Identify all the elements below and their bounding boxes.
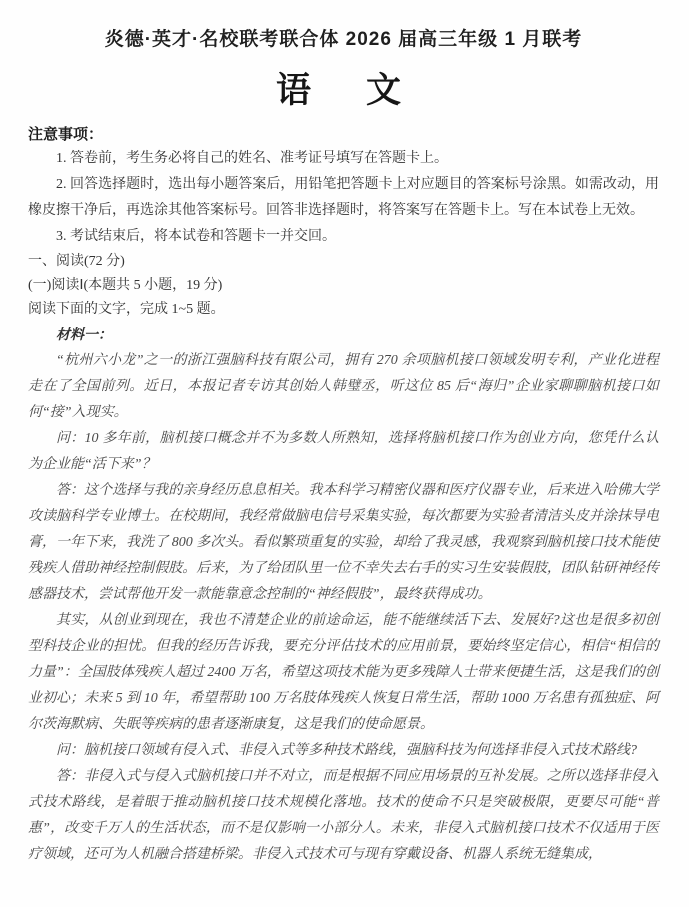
material-paragraph-question-2: 问：脑机接口领域有侵入式、非侵入式等多种技术路线，强脑科技为何选择非侵入式技术路线?: [56, 743, 637, 758]
notice-section: [28, 123, 659, 250]
exam-title: 炎德·英才·名校联考联合体 2026 届高三年级 1 月联考: [104, 29, 583, 50]
notice-item-1: 1. 答卷前，考生务必将自己的姓名、准考证号填写在答题卡上。: [56, 151, 448, 166]
notice-item-3: 3. 考试结束后，将本试卷和答题卡一并交回。: [56, 229, 336, 244]
material-one-label: 材料一：: [56, 328, 112, 343]
reading-instruction: 阅读下面的文字，完成 1~5 题。: [28, 302, 225, 317]
part-one-heading: (一)阅读Ⅰ(本题共 5 小题，19 分): [28, 278, 223, 293]
material-paragraph-intro: “杭州六小龙”之一的浙江强脑科技有限公司，拥有 270 余项脑机接口领域发明专利，产业化进程走在了全国前列。近日，本报记者专访其创始人韩璧丞，听这位 85 后“海归”企业家聊聊脑机接口如何“接”入现实。: [28, 353, 659, 420]
material-paragraph-answer-1-continued: 其实，从创业到现在，我也不清楚企业的前途命运，能不能继续活下去、发展好?这也是很多初创型科技企业的担忧。但我的经历告诉我，要充分评估技术的应用前景，要始终坚定信心，相信“相信的力量”：全国肢体残疾人超过 2400 万名，希望这项技术能为更多残障人士带来便捷生活，这是我们的创业初心；未来 5 到 10 年，希望帮助 100 万名肢体残疾人恢复日常生活，帮助 1000 万名患有孤独症、阿尔茨海默病、失眠等疾病的患者逐渐康复，这是我们的使命愿景。: [28, 613, 659, 732]
material-paragraph-question-1: 问：10 多年前，脑机接口概念并不为多数人所熟知，选择将脑机接口作为创业方向，您凭什么认为企业能“活下来”？: [28, 431, 659, 472]
material-paragraph-answer-1: 答：这个选择与我的亲身经历息息相关。我本科学习精密仪器和医疗仪器专业，后来进入哈佛大学攻读脑科学专业博士。在校期间，我经常做脑电信号采集实验，每次都要为实验者清洁头皮并涂抹导电膏，一年下来，我洗了 800 多次头。看似繁琐重复的实验，却给了我灵感，我观察到脑机接口技术能使残疾人借助神经控制假肢。后来，为了给团队里一位不幸失去右手的实习生安装假肢，团队钻研神经传感器技术，尝试帮他开发一款能靠意念控制的“神经假肢”，最终获得成功。: [28, 483, 659, 602]
section-one-heading: 一、阅读(72 分): [28, 254, 125, 269]
material-paragraph-answer-2: 答：非侵入式与侵入式脑机接口并不对立，而是根据不同应用场景的互补发展。之所以选择非侵入式技术路线，是着眼于推动脑机接口技术规模化落地。技术的使命不只是突破极限，更要尽可能“普惠”，改变千万人的生活状态，而不是仅影响一小部分人。未来，非侵入式脑机接口技术不仅适用于医疗领域，还可为人机融合搭建桥梁。非侵入式技术可与现有穿戴设备、机器人系统无缝集成，: [28, 769, 659, 862]
subject-title: 语 文: [275, 71, 411, 110]
notice-heading: 注意事项：: [28, 126, 104, 143]
notice-item-2: 2. 回答选择题时，选出每小题答案后，用铅笔把答题卡上对应题目的答案标号涂黑。如需改动，用橡皮擦干净后，再选涂其他答案标号。回答非选择题时，将答案写在答题卡上。写在本试卷上无效。: [28, 177, 659, 218]
reading-section: [28, 250, 659, 868]
